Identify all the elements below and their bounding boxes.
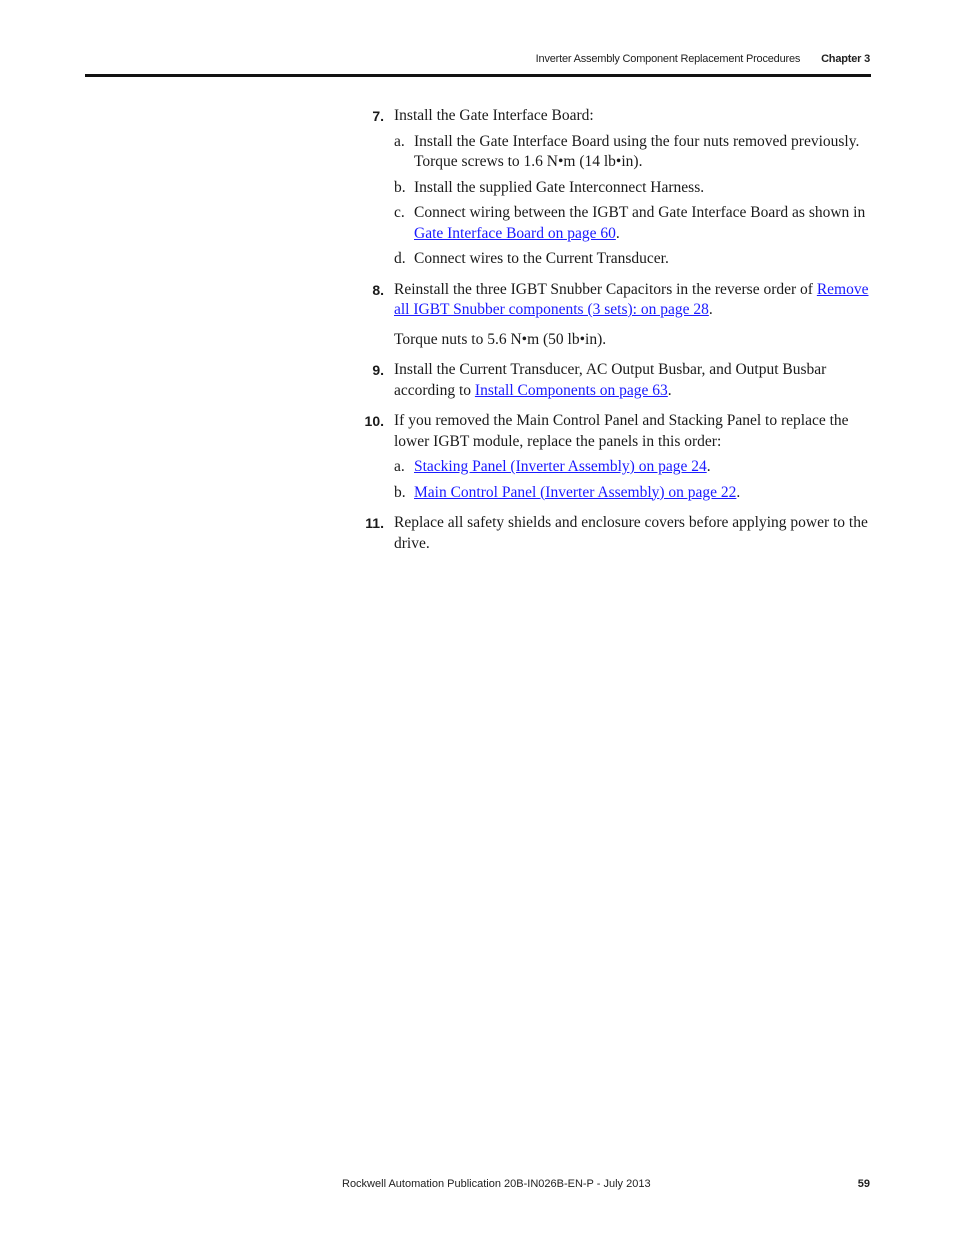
substep-a	[394, 457, 874, 478]
substep-text: Install the Gate Interface Board using the four nuts removed previously. Torque screws to 1.6 N•m (14 lb•in).	[414, 132, 860, 170]
substeps	[394, 132, 874, 270]
procedure-steps	[362, 106, 874, 564]
substep-d	[394, 249, 874, 270]
substep-text: Connect wiring between the IGBT and Gate Interface Board as shown in	[414, 204, 866, 221]
step-9	[362, 360, 874, 401]
substep-letter: d.	[394, 250, 406, 267]
step-text-start: Install the Current Transducer, AC Output Busbar, and Output Busbar according to	[394, 361, 827, 399]
step-11	[362, 513, 874, 554]
substep-letter: b.	[394, 178, 406, 196]
link-stacking-panel[interactable]: Stacking Panel (Inverter Assembly) on page 24	[414, 458, 707, 475]
step-number: 7.	[372, 108, 384, 124]
step-text: Replace all safety shields and enclosure covers before applying power to the drive.	[394, 514, 868, 552]
substep-text-end: .	[706, 458, 711, 475]
link-remove-igbt-snubber[interactable]: Remove all IGBT Snubber components (3 sets): on page 28	[394, 280, 869, 318]
link-gate-interface-board[interactable]: Gate Interface Board on page 60	[414, 224, 616, 242]
step-8	[362, 280, 874, 351]
header-chapter: Chapter 3	[821, 53, 870, 65]
running-header	[536, 53, 870, 65]
step-number: 9.	[372, 362, 384, 378]
substep-b	[394, 178, 874, 199]
link-install-components[interactable]: Install Components on page 63	[474, 381, 668, 399]
substep-c	[394, 203, 874, 244]
step-number: 8.	[372, 281, 384, 298]
step-10	[362, 411, 874, 503]
step-text	[394, 360, 874, 401]
publication-info: Rockwell Automation Publication 20B-IN026B-EN-P - July 2013	[342, 1178, 651, 1190]
substep-letter: b.	[394, 483, 406, 501]
substep-letter: a.	[394, 458, 405, 475]
step-text	[394, 280, 874, 321]
substep-text-end: .	[615, 224, 620, 242]
page-number: 59	[857, 1178, 870, 1190]
header-rule	[85, 74, 871, 77]
step-text-end: .	[708, 301, 713, 318]
substep-text-end: .	[736, 483, 741, 501]
header-section-title: Inverter Assembly Component Replacement Procedures	[535, 53, 801, 65]
torque-note: Torque nuts to 5.6 N•m (50 lb•in).	[394, 330, 607, 348]
substep-text: Connect wires to the Current Transducer.	[414, 250, 669, 267]
substep-letter: a.	[394, 132, 405, 150]
step-number: 10.	[364, 413, 384, 429]
substeps	[394, 457, 874, 503]
step-number: 11.	[365, 515, 384, 531]
substep-a	[394, 132, 874, 173]
step-text: Install the Gate Interface Board:	[394, 107, 594, 124]
substep-letter: c.	[394, 204, 405, 221]
step-text-start: Reinstall the three IGBT Snubber Capacitors in the reverse order of	[394, 280, 817, 298]
step-text: If you removed the Main Control Panel and Stacking Panel to replace the lower IGBT module, replace the panels in this order:	[394, 412, 849, 450]
substep-b	[394, 483, 874, 504]
step-7	[362, 106, 874, 270]
step-text-end: .	[667, 381, 672, 399]
link-main-control-panel[interactable]: Main Control Panel (Inverter Assembly) on page 22	[414, 483, 737, 501]
substep-text: Install the supplied Gate Interconnect Harness.	[414, 178, 705, 196]
